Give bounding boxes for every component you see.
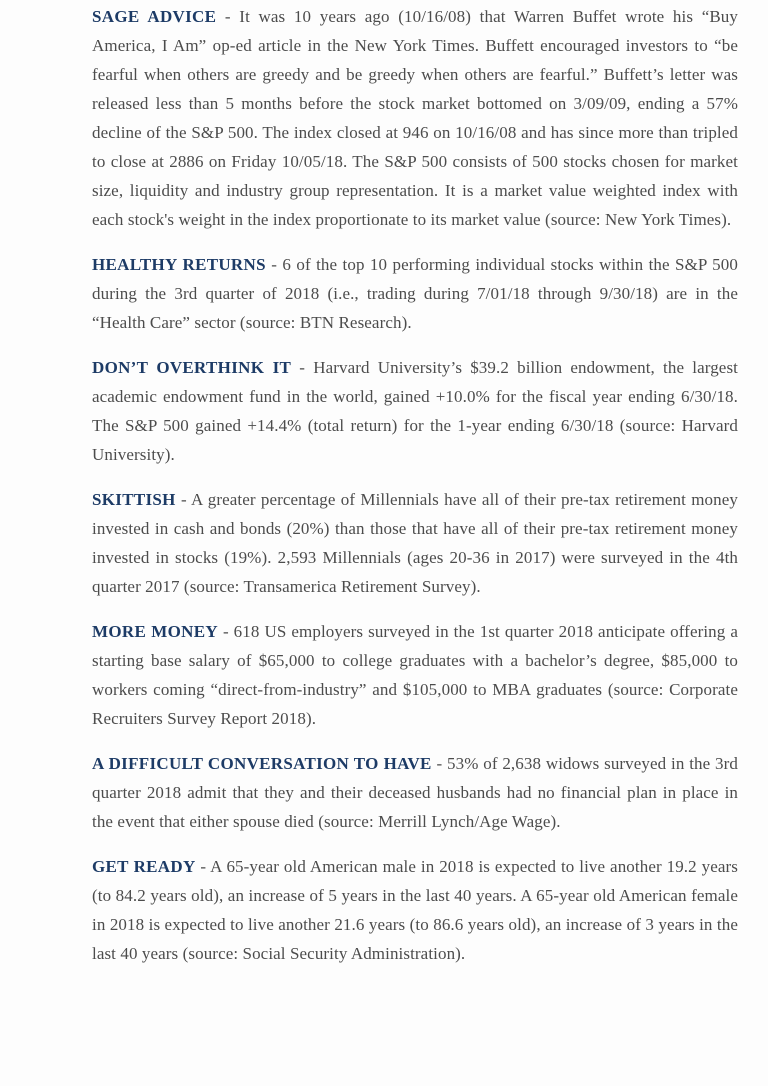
section-heading: MORE MONEY [92, 622, 218, 641]
newsletter-section-difficult-conversation [92, 749, 738, 836]
section-heading: SKITTISH [92, 490, 176, 509]
section-body: - It was 10 years ago (10/16/08) that Warren Buffet wrote his “Buy America, I Am” op-ed article in the New York Times. Buffett encouraged investors to “be fearful when others are greedy and be greedy when others are fearful.” Buffett’s letter was released less than 5 months before the stock market bottomed on 3/09/09, ending a 57% decline of the S&P 500. The index closed at 946 on 10/16/08 and has since more than tripled to close at 2886 on Friday 10/05/18. The S&P 500 consists of 500 stocks chosen for market size, liquidity and industry group representation. It is a market value weighted index with each stock's weight in the index proportionate to its market value (source: New York Times). [92, 7, 738, 229]
section-heading: DON’T OVERTHINK IT [92, 358, 292, 377]
section-heading: A DIFFICULT CONVERSATION TO HAVE [92, 754, 432, 773]
section-body: - A greater percentage of Millennials have all of their pre-tax retirement money invested in cash and bonds (20%) than those that have all of their pre-tax retirement money invested in stocks (19%). 2,593 Millennials (ages 20-36 in 2017) were surveyed in the 4th quarter 2017 (source: Transamerica Retirement Survey). [92, 490, 738, 596]
section-body: - A 65-year old American male in 2018 is expected to live another 19.2 years (to 84.2 years old), an increase of 5 years in the last 40 years. A 65-year old American female in 2018 is expected to live another 21.6 years (to 86.6 years old), an increase of 3 years in the last 40 years (source: Social Security Administration). [92, 857, 738, 963]
section-heading: SAGE ADVICE [92, 7, 217, 26]
newsletter-section-healthy-returns [92, 250, 738, 337]
newsletter-section-dont-overthink-it [92, 353, 738, 469]
newsletter-section-skittish [92, 485, 738, 601]
section-heading: HEALTHY RETURNS [92, 255, 266, 274]
newsletter-section-get-ready [92, 852, 738, 968]
section-body: - 6 of the top 10 performing individual stocks within the S&P 500 during the 3rd quarter of 2018 (i.e., trading during 7/01/18 through 9/30/18) are in the “Health Care” sector (source: BTN Research). [92, 255, 738, 332]
section-body: - Harvard University’s $39.2 billion endowment, the largest academic endowment fund in the world, gained +10.0% for the fiscal year ending 6/30/18. The S&P 500 gained +14.4% (total return) for the 1-year ending 6/30/18 (source: Harvard University). [92, 358, 738, 464]
section-heading: GET READY [92, 857, 196, 876]
section-body: - 53% of 2,638 widows surveyed in the 3rd quarter 2018 admit that they and their deceased husbands had no financial plan in place in the event that either spouse died (source: Merrill Lynch/Age Wage). [92, 754, 739, 831]
newsletter-section-sage-advice [92, 2, 738, 234]
newsletter-section-more-money [92, 617, 738, 733]
section-body: - 618 US employers surveyed in the 1st quarter 2018 anticipate offering a starting base salary of $65,000 to college graduates with a bachelor’s degree, $85,000 to workers coming “direct-from-industry” and $105,000 to MBA graduates (source: Corporate Recruiters Survey Report 2018). [92, 622, 739, 728]
